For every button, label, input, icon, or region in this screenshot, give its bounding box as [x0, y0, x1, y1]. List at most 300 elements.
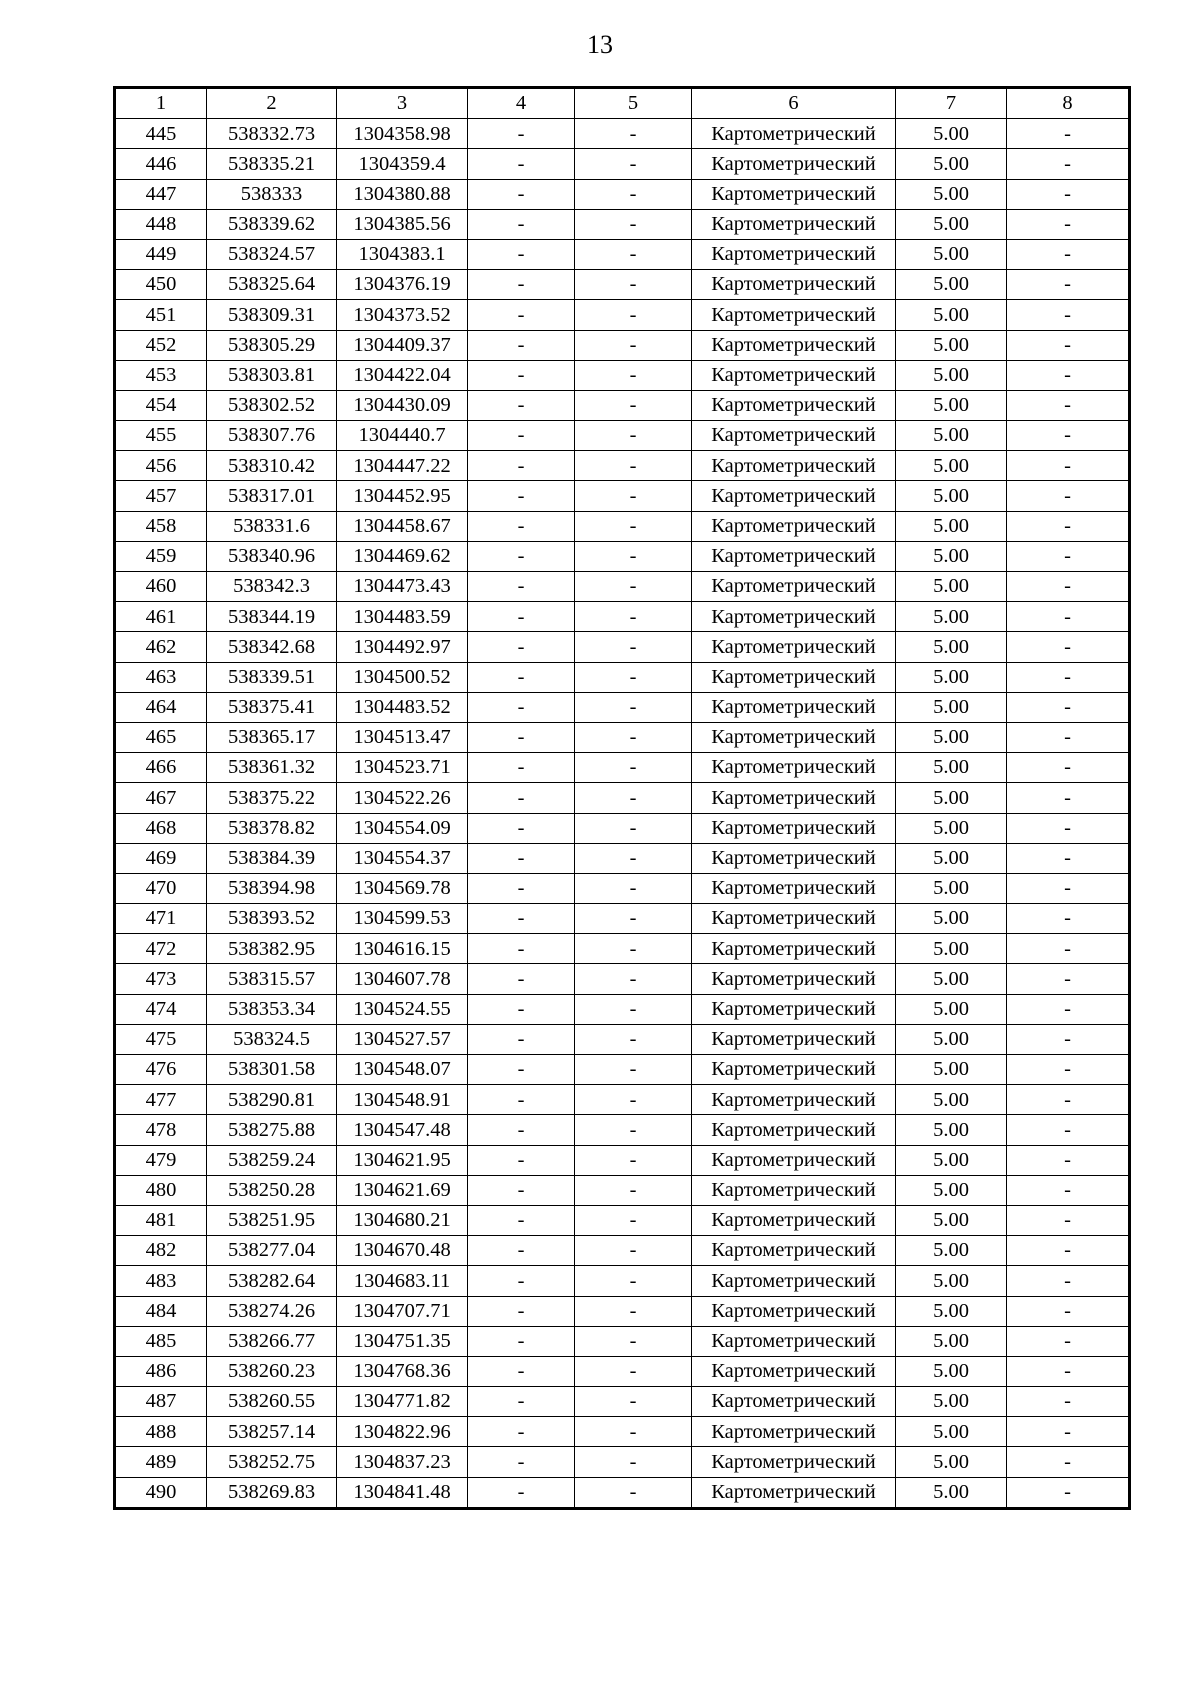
accuracy-cell: 5.00: [896, 964, 1007, 994]
method-cell: Картометрический: [692, 481, 896, 511]
accuracy-cell: 5.00: [896, 179, 1007, 209]
col-8-cell: -: [1007, 753, 1130, 783]
y-coordinate-cell: 1304422.04: [337, 360, 468, 390]
col-5-cell: -: [575, 1205, 692, 1235]
point-number-cell: 490: [115, 1477, 207, 1508]
method-cell: Картометрический: [692, 390, 896, 420]
point-number-cell: 466: [115, 753, 207, 783]
col-4-cell: -: [468, 572, 575, 602]
table-row: [115, 541, 1130, 571]
col-4-cell: -: [468, 722, 575, 752]
col-8-cell: -: [1007, 843, 1130, 873]
col-4-cell: -: [468, 1326, 575, 1356]
table-row: [115, 994, 1130, 1024]
y-coordinate-cell: 1304359.4: [337, 149, 468, 179]
y-coordinate-cell: 1304599.53: [337, 904, 468, 934]
point-number-cell: 475: [115, 1024, 207, 1054]
x-coordinate-cell: 538339.51: [207, 662, 337, 692]
table-row: [115, 1296, 1130, 1326]
method-cell: Картометрический: [692, 209, 896, 239]
col-8-cell: -: [1007, 1477, 1130, 1508]
column-header-7: 7: [896, 88, 1007, 119]
col-4-cell: -: [468, 602, 575, 632]
col-5-cell: -: [575, 1236, 692, 1266]
table-row: [115, 843, 1130, 873]
method-cell: Картометрический: [692, 1175, 896, 1205]
method-cell: Картометрический: [692, 662, 896, 692]
table-row: [115, 149, 1130, 179]
table-row: [115, 390, 1130, 420]
table-row: [115, 1145, 1130, 1175]
table-row: [115, 239, 1130, 269]
table-row: [115, 904, 1130, 934]
header-row: [115, 88, 1130, 119]
table-row: [115, 1115, 1130, 1145]
x-coordinate-cell: 538251.95: [207, 1205, 337, 1235]
table-row: [115, 964, 1130, 994]
x-coordinate-cell: 538317.01: [207, 481, 337, 511]
point-number-cell: 473: [115, 964, 207, 994]
method-cell: Картометрический: [692, 1296, 896, 1326]
table-row: [115, 1266, 1130, 1296]
x-coordinate-cell: 538307.76: [207, 421, 337, 451]
point-number-cell: 488: [115, 1417, 207, 1447]
col-4-cell: -: [468, 270, 575, 300]
col-5-cell: -: [575, 1145, 692, 1175]
col-5-cell: -: [575, 1477, 692, 1508]
x-coordinate-cell: 538257.14: [207, 1417, 337, 1447]
y-coordinate-cell: 1304376.19: [337, 270, 468, 300]
method-cell: Картометрический: [692, 1447, 896, 1477]
x-coordinate-cell: 538384.39: [207, 843, 337, 873]
accuracy-cell: 5.00: [896, 1175, 1007, 1205]
col-4-cell: -: [468, 239, 575, 269]
x-coordinate-cell: 538324.5: [207, 1024, 337, 1054]
y-coordinate-cell: 1304683.11: [337, 1266, 468, 1296]
col-5-cell: -: [575, 451, 692, 481]
accuracy-cell: 5.00: [896, 1266, 1007, 1296]
point-number-cell: 463: [115, 662, 207, 692]
method-cell: Картометрический: [692, 330, 896, 360]
col-5-cell: -: [575, 1417, 692, 1447]
col-5-cell: -: [575, 119, 692, 149]
y-coordinate-cell: 1304548.07: [337, 1055, 468, 1085]
accuracy-cell: 5.00: [896, 421, 1007, 451]
x-coordinate-cell: 538361.32: [207, 753, 337, 783]
table-row: [115, 330, 1130, 360]
col-5-cell: -: [575, 1266, 692, 1296]
point-number-cell: 465: [115, 722, 207, 752]
col-8-cell: -: [1007, 873, 1130, 903]
col-4-cell: -: [468, 149, 575, 179]
accuracy-cell: 5.00: [896, 1145, 1007, 1175]
method-cell: Картометрический: [692, 994, 896, 1024]
point-number-cell: 484: [115, 1296, 207, 1326]
col-8-cell: -: [1007, 360, 1130, 390]
y-coordinate-cell: 1304616.15: [337, 934, 468, 964]
method-cell: Картометрический: [692, 783, 896, 813]
col-8-cell: -: [1007, 330, 1130, 360]
col-5-cell: -: [575, 270, 692, 300]
col-8-cell: -: [1007, 1326, 1130, 1356]
x-coordinate-cell: 538325.64: [207, 270, 337, 300]
x-coordinate-cell: 538394.98: [207, 873, 337, 903]
point-number-cell: 485: [115, 1326, 207, 1356]
col-4-cell: -: [468, 1024, 575, 1054]
accuracy-cell: 5.00: [896, 753, 1007, 783]
table-row: [115, 451, 1130, 481]
table-row: [115, 511, 1130, 541]
col-5-cell: -: [575, 1085, 692, 1115]
y-coordinate-cell: 1304452.95: [337, 481, 468, 511]
point-number-cell: 453: [115, 360, 207, 390]
x-coordinate-cell: 538282.64: [207, 1266, 337, 1296]
method-cell: Картометрический: [692, 1115, 896, 1145]
col-4-cell: -: [468, 632, 575, 662]
col-8-cell: -: [1007, 904, 1130, 934]
x-coordinate-cell: 538342.68: [207, 632, 337, 662]
y-coordinate-cell: 1304358.98: [337, 119, 468, 149]
y-coordinate-cell: 1304621.69: [337, 1175, 468, 1205]
col-5-cell: -: [575, 813, 692, 843]
column-header-5: 5: [575, 88, 692, 119]
table-row: [115, 783, 1130, 813]
col-4-cell: -: [468, 179, 575, 209]
col-5-cell: -: [575, 722, 692, 752]
x-coordinate-cell: 538344.19: [207, 602, 337, 632]
y-coordinate-cell: 1304670.48: [337, 1236, 468, 1266]
accuracy-cell: 5.00: [896, 1085, 1007, 1115]
x-coordinate-cell: 538290.81: [207, 1085, 337, 1115]
col-5-cell: -: [575, 511, 692, 541]
x-coordinate-cell: 538333: [207, 179, 337, 209]
x-coordinate-cell: 538339.62: [207, 209, 337, 239]
x-coordinate-cell: 538375.41: [207, 692, 337, 722]
x-coordinate-cell: 538342.3: [207, 572, 337, 602]
accuracy-cell: 5.00: [896, 330, 1007, 360]
column-header-2: 2: [207, 88, 337, 119]
method-cell: Картометрический: [692, 692, 896, 722]
y-coordinate-cell: 1304527.57: [337, 1024, 468, 1054]
x-coordinate-cell: 538310.42: [207, 451, 337, 481]
x-coordinate-cell: 538335.21: [207, 149, 337, 179]
column-header-8: 8: [1007, 88, 1130, 119]
method-cell: Картометрический: [692, 1417, 896, 1447]
table-row: [115, 1055, 1130, 1085]
col-5-cell: -: [575, 843, 692, 873]
method-cell: Картометрический: [692, 873, 896, 903]
point-number-cell: 448: [115, 209, 207, 239]
y-coordinate-cell: 1304430.09: [337, 390, 468, 420]
x-coordinate-cell: 538250.28: [207, 1175, 337, 1205]
y-coordinate-cell: 1304524.55: [337, 994, 468, 1024]
col-4-cell: -: [468, 843, 575, 873]
table-row: [115, 934, 1130, 964]
col-4-cell: -: [468, 813, 575, 843]
col-8-cell: -: [1007, 1417, 1130, 1447]
y-coordinate-cell: 1304483.52: [337, 692, 468, 722]
method-cell: Картометрический: [692, 119, 896, 149]
col-5-cell: -: [575, 330, 692, 360]
method-cell: Картометрический: [692, 1236, 896, 1266]
method-cell: Картометрический: [692, 1387, 896, 1417]
col-5-cell: -: [575, 239, 692, 269]
x-coordinate-cell: 538274.26: [207, 1296, 337, 1326]
point-number-cell: 489: [115, 1447, 207, 1477]
col-8-cell: -: [1007, 1145, 1130, 1175]
point-number-cell: 445: [115, 119, 207, 149]
col-4-cell: -: [468, 873, 575, 903]
accuracy-cell: 5.00: [896, 1326, 1007, 1356]
col-8-cell: -: [1007, 1266, 1130, 1296]
method-cell: Картометрический: [692, 149, 896, 179]
col-4-cell: -: [468, 330, 575, 360]
point-number-cell: 470: [115, 873, 207, 903]
method-cell: Картометрический: [692, 602, 896, 632]
accuracy-cell: 5.00: [896, 1356, 1007, 1386]
method-cell: Картометрический: [692, 1145, 896, 1175]
point-number-cell: 467: [115, 783, 207, 813]
col-5-cell: -: [575, 964, 692, 994]
col-4-cell: -: [468, 300, 575, 330]
col-4-cell: -: [468, 994, 575, 1024]
point-number-cell: 457: [115, 481, 207, 511]
table-row: [115, 753, 1130, 783]
col-4-cell: -: [468, 390, 575, 420]
col-4-cell: -: [468, 783, 575, 813]
point-number-cell: 450: [115, 270, 207, 300]
x-coordinate-cell: 538305.29: [207, 330, 337, 360]
col-5-cell: -: [575, 149, 692, 179]
col-4-cell: -: [468, 662, 575, 692]
col-4-cell: -: [468, 1205, 575, 1235]
table-row: [115, 300, 1130, 330]
point-number-cell: 476: [115, 1055, 207, 1085]
accuracy-cell: 5.00: [896, 1055, 1007, 1085]
table-row: [115, 722, 1130, 752]
col-8-cell: -: [1007, 179, 1130, 209]
point-number-cell: 481: [115, 1205, 207, 1235]
y-coordinate-cell: 1304554.09: [337, 813, 468, 843]
table-row: [115, 1175, 1130, 1205]
accuracy-cell: 5.00: [896, 934, 1007, 964]
x-coordinate-cell: 538365.17: [207, 722, 337, 752]
accuracy-cell: 5.00: [896, 481, 1007, 511]
col-4-cell: -: [468, 511, 575, 541]
method-cell: Картометрический: [692, 1326, 896, 1356]
col-5-cell: -: [575, 692, 692, 722]
col-5-cell: -: [575, 360, 692, 390]
col-4-cell: -: [468, 753, 575, 783]
col-8-cell: -: [1007, 1356, 1130, 1386]
point-number-cell: 483: [115, 1266, 207, 1296]
col-8-cell: -: [1007, 994, 1130, 1024]
col-8-cell: -: [1007, 722, 1130, 752]
table-row: [115, 1236, 1130, 1266]
col-5-cell: -: [575, 179, 692, 209]
method-cell: Картометрический: [692, 1055, 896, 1085]
y-coordinate-cell: 1304547.48: [337, 1115, 468, 1145]
y-coordinate-cell: 1304822.96: [337, 1417, 468, 1447]
accuracy-cell: 5.00: [896, 662, 1007, 692]
col-8-cell: -: [1007, 1205, 1130, 1235]
accuracy-cell: 5.00: [896, 1236, 1007, 1266]
table-row: [115, 1477, 1130, 1508]
x-coordinate-cell: 538303.81: [207, 360, 337, 390]
accuracy-cell: 5.00: [896, 1024, 1007, 1054]
y-coordinate-cell: 1304440.7: [337, 421, 468, 451]
accuracy-cell: 5.00: [896, 1447, 1007, 1477]
table-row: [115, 692, 1130, 722]
col-4-cell: -: [468, 541, 575, 571]
col-5-cell: -: [575, 753, 692, 783]
y-coordinate-cell: 1304522.26: [337, 783, 468, 813]
col-4-cell: -: [468, 421, 575, 451]
y-coordinate-cell: 1304373.52: [337, 300, 468, 330]
method-cell: Картометрический: [692, 360, 896, 390]
y-coordinate-cell: 1304841.48: [337, 1477, 468, 1508]
table-row: [115, 209, 1130, 239]
col-8-cell: -: [1007, 270, 1130, 300]
accuracy-cell: 5.00: [896, 541, 1007, 571]
col-8-cell: -: [1007, 1085, 1130, 1115]
col-4-cell: -: [468, 1266, 575, 1296]
accuracy-cell: 5.00: [896, 813, 1007, 843]
point-number-cell: 454: [115, 390, 207, 420]
col-8-cell: -: [1007, 541, 1130, 571]
col-5-cell: -: [575, 632, 692, 662]
col-8-cell: -: [1007, 511, 1130, 541]
page-number: 13: [587, 30, 613, 59]
accuracy-cell: 5.00: [896, 209, 1007, 239]
method-cell: Картометрический: [692, 753, 896, 783]
x-coordinate-cell: 538260.55: [207, 1387, 337, 1417]
col-5-cell: -: [575, 1115, 692, 1145]
accuracy-cell: 5.00: [896, 270, 1007, 300]
y-coordinate-cell: 1304447.22: [337, 451, 468, 481]
table-row: [115, 632, 1130, 662]
col-5-cell: -: [575, 572, 692, 602]
accuracy-cell: 5.00: [896, 692, 1007, 722]
accuracy-cell: 5.00: [896, 873, 1007, 903]
point-number-cell: 478: [115, 1115, 207, 1145]
y-coordinate-cell: 1304621.95: [337, 1145, 468, 1175]
point-number-cell: 460: [115, 572, 207, 602]
col-8-cell: -: [1007, 1447, 1130, 1477]
method-cell: Картометрический: [692, 541, 896, 571]
col-4-cell: -: [468, 1145, 575, 1175]
y-coordinate-cell: 1304607.78: [337, 964, 468, 994]
method-cell: Картометрический: [692, 1266, 896, 1296]
table-row: [115, 421, 1130, 451]
x-coordinate-cell: 538309.31: [207, 300, 337, 330]
accuracy-cell: 5.00: [896, 572, 1007, 602]
table-body: [115, 119, 1130, 1509]
col-8-cell: -: [1007, 421, 1130, 451]
y-coordinate-cell: 1304380.88: [337, 179, 468, 209]
col-4-cell: -: [468, 1447, 575, 1477]
point-number-cell: 469: [115, 843, 207, 873]
col-8-cell: -: [1007, 934, 1130, 964]
x-coordinate-cell: 538331.6: [207, 511, 337, 541]
table-row: [115, 572, 1130, 602]
col-4-cell: -: [468, 1055, 575, 1085]
accuracy-cell: 5.00: [896, 451, 1007, 481]
col-8-cell: -: [1007, 300, 1130, 330]
point-number-cell: 461: [115, 602, 207, 632]
col-4-cell: -: [468, 904, 575, 934]
y-coordinate-cell: 1304500.52: [337, 662, 468, 692]
accuracy-cell: 5.00: [896, 1205, 1007, 1235]
column-header-6: 6: [692, 88, 896, 119]
x-coordinate-cell: 538259.24: [207, 1145, 337, 1175]
col-4-cell: -: [468, 360, 575, 390]
column-header-3: 3: [337, 88, 468, 119]
accuracy-cell: 5.00: [896, 1477, 1007, 1508]
point-number-cell: 480: [115, 1175, 207, 1205]
col-5-cell: -: [575, 1447, 692, 1477]
point-number-cell: 471: [115, 904, 207, 934]
col-8-cell: -: [1007, 149, 1130, 179]
x-coordinate-cell: 538277.04: [207, 1236, 337, 1266]
col-5-cell: -: [575, 904, 692, 934]
method-cell: Картометрический: [692, 239, 896, 269]
col-4-cell: -: [468, 934, 575, 964]
coordinates-table: [113, 86, 1131, 1510]
col-8-cell: -: [1007, 1296, 1130, 1326]
col-5-cell: -: [575, 934, 692, 964]
x-coordinate-cell: 538340.96: [207, 541, 337, 571]
y-coordinate-cell: 1304554.37: [337, 843, 468, 873]
x-coordinate-cell: 538332.73: [207, 119, 337, 149]
point-number-cell: 447: [115, 179, 207, 209]
col-5-cell: -: [575, 209, 692, 239]
method-cell: Картометрический: [692, 813, 896, 843]
point-number-cell: 446: [115, 149, 207, 179]
point-number-cell: 459: [115, 541, 207, 571]
col-5-cell: -: [575, 1387, 692, 1417]
x-coordinate-cell: 538375.22: [207, 783, 337, 813]
accuracy-cell: 5.00: [896, 602, 1007, 632]
point-number-cell: 458: [115, 511, 207, 541]
accuracy-cell: 5.00: [896, 1115, 1007, 1145]
point-number-cell: 456: [115, 451, 207, 481]
table-row: [115, 270, 1130, 300]
col-4-cell: -: [468, 1417, 575, 1447]
y-coordinate-cell: 1304837.23: [337, 1447, 468, 1477]
method-cell: Картометрический: [692, 1085, 896, 1115]
col-5-cell: -: [575, 541, 692, 571]
col-5-cell: -: [575, 994, 692, 1024]
col-5-cell: -: [575, 1326, 692, 1356]
col-5-cell: -: [575, 481, 692, 511]
x-coordinate-cell: 538378.82: [207, 813, 337, 843]
table-row: [115, 813, 1130, 843]
y-coordinate-cell: 1304569.78: [337, 873, 468, 903]
col-8-cell: -: [1007, 209, 1130, 239]
table-row: [115, 602, 1130, 632]
x-coordinate-cell: 538302.52: [207, 390, 337, 420]
method-cell: Картометрический: [692, 632, 896, 662]
accuracy-cell: 5.00: [896, 360, 1007, 390]
col-4-cell: -: [468, 1477, 575, 1508]
x-coordinate-cell: 538301.58: [207, 1055, 337, 1085]
table-row: [115, 1205, 1130, 1235]
method-cell: Картометрический: [692, 451, 896, 481]
col-8-cell: -: [1007, 964, 1130, 994]
y-coordinate-cell: 1304492.97: [337, 632, 468, 662]
table-row: [115, 1387, 1130, 1417]
